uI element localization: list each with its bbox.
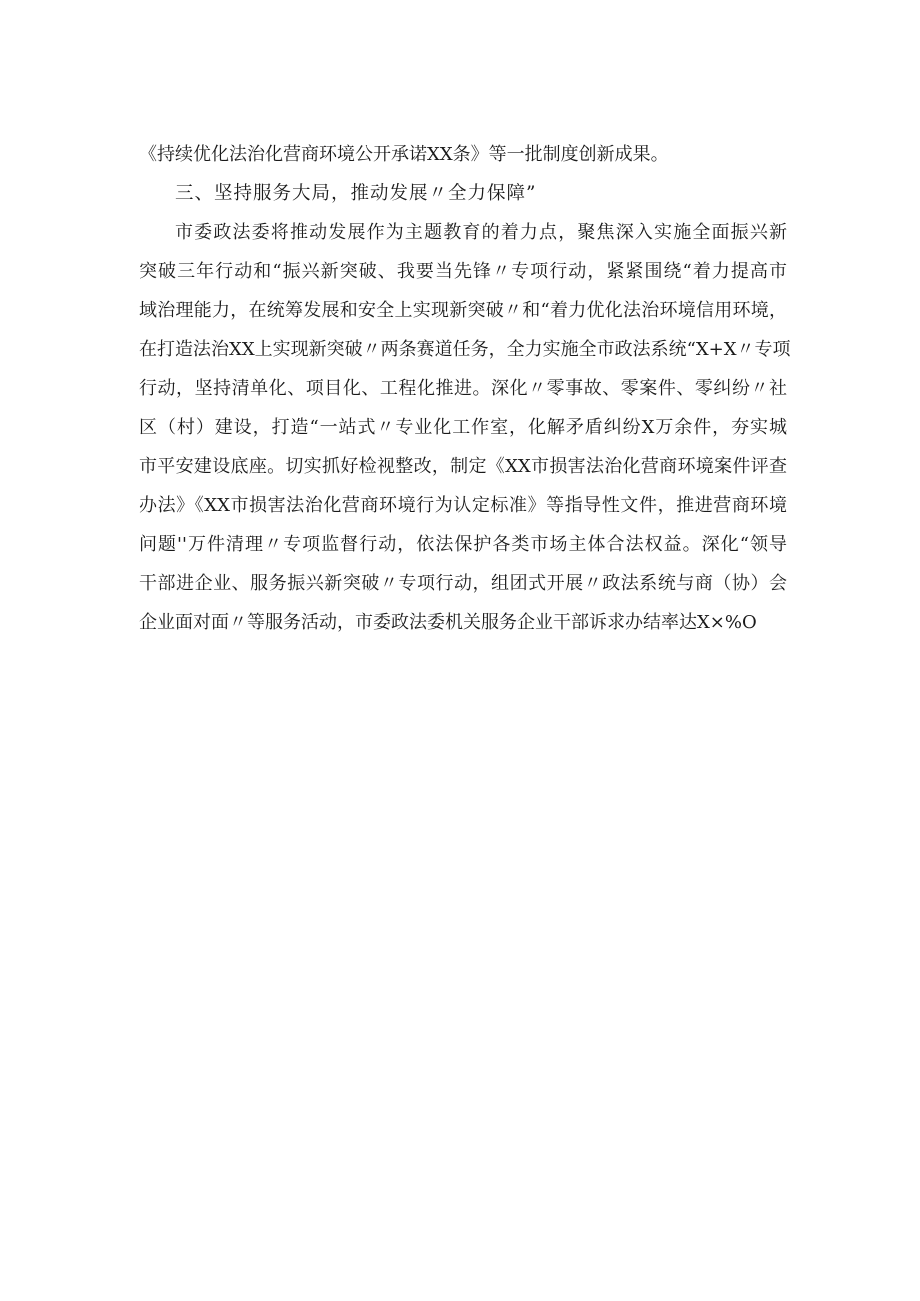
text-line: 《持续优化法治化营商环境公开承诺XX条》等一批制度创新成果。 [139,144,669,165]
paragraph-line: 突破三年行动和“振兴新突破、我要当先锋〃专项行动，紧紧围绕“着力提高市 [139,261,787,282]
paragraph-line: 市委政法委将推动发展作为主题教育的着力点，聚焦深入实施全面振兴新 [175,222,787,243]
paragraph-line: 企业面对面〃等服务活动，市委政法委机关服务企业干部诉求办结率达X×%O [139,612,757,633]
paragraph-line: 办法》《XX市损害法治化营商环境行为认定标准》等指导性文件，推进营商环境 [139,495,787,516]
paragraph-line: 问题''万件清理〃专项监督行动，依法保护各类市场主体合法权益。深化“领导 [139,534,787,555]
paragraph-line: 域治理能力，在统筹发展和安全上实现新突破〃和“着力优化法治环境信用环境， [139,300,787,321]
paragraph-line: 干部进企业、服务振兴新突破〃专项行动，组团式开展〃政法系统与商（协）会 [139,573,787,594]
paragraph-line: 行动，坚持清单化、项目化、工程化推进。深化〃零事故、零案件、零纠纷〃社 [139,378,787,399]
paragraph-line: 区（村）建设，打造“一站式〃专业化工作室，化解矛盾纠纷X万余件，夯实城 [139,417,787,438]
section-heading: 三、坚持服务大局，推动发展〃全力保障” [175,183,537,204]
paragraph-line: 市平安建设底座。切实抓好检视整改，制定《XX市损害法治化营商环境案件评查 [139,456,787,477]
paragraph-line: 在打造法治XX上实现新突破〃两条赛道任务，全力实施全市政法系统“X+X〃专项 [139,339,791,360]
document-body [139,135,791,642]
paragraph [139,213,791,642]
